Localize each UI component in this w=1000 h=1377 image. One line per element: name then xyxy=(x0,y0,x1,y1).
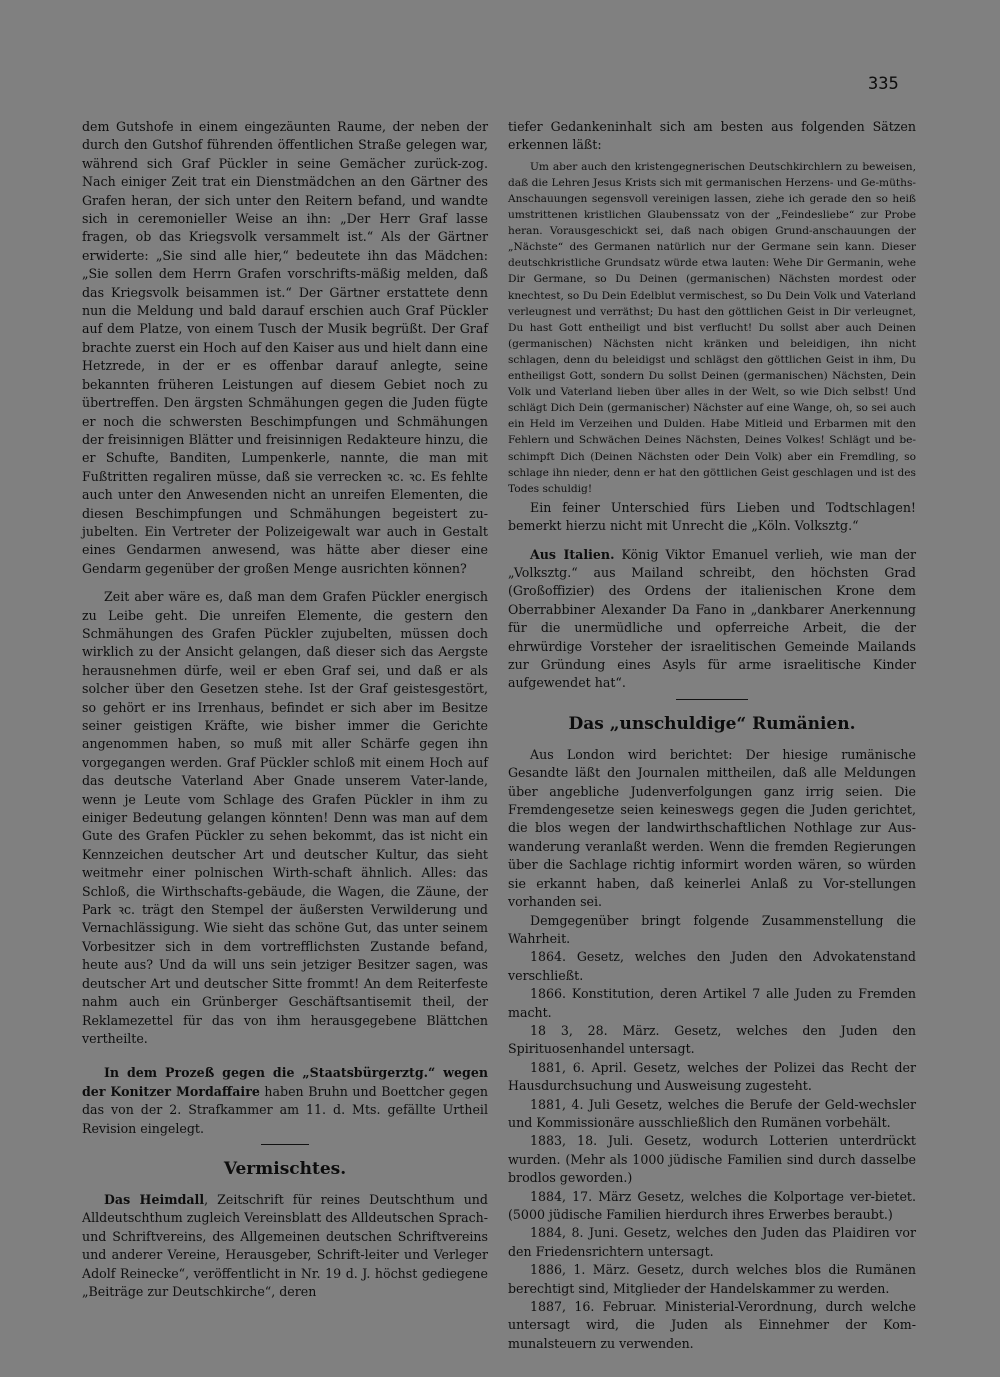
news-item-text: König Viktor Emanuel verlieh, wie man der „Volksztg.“ aus Mailand schreibt, den höchsten Grad (Großoffizier) des Ordens der italienischen Krone dem Oberrabbiner Alexander Da Fano in „dankbarer Anerkennung für die unermüdliche und opferreiche Arbeit, die der ehrwürdige Vorsteher der israelitischen Gemeinde Mailands zur Gründung eines Asyls für arme israelitische Kinder aufgewendet hat“. xyxy=(508,546,916,691)
list-item: 18 3, 28. März. Gesetz, welches den Juden den Spirituosenhandel untersagt. xyxy=(508,1022,916,1057)
list-item: 1881, 6. April. Gesetz, welches der Polizei das Recht der Hausdurchsuchung und Ausweisung zugesteht. xyxy=(508,1059,916,1094)
news-item-konitz xyxy=(82,1064,488,1138)
left-column xyxy=(82,118,488,1301)
list-item: 1866. Konstitution, deren Artikel 7 alle Juden zu Fremden macht. xyxy=(508,986,916,1020)
article-paragraph: Zeit aber wäre es, daß man dem Grafen Pückler energisch zu Leibe geht. Die unreifen Elemente, die gestern den Schmähungen des Grafen Pückler zujubelten, müssen doch wirklich zu der Ansicht gelangen, daß dieser sich das Aergste herausnehmen dürfe, weil er eben Graf sei, und daß er als solcher über den Gesetzen stehe. Ist der Graf geistesgestört, so gehört er ins Irrenhaus, befindet er sich aber im Besitze seiner geistigen Kräfte, wie bisher immer die Gerichte angenommen haben, so muß mit aller Schärfe gegen ihn vorgegangen werden. Graf Pückler schloß mit einem Hoch auf das deutsche Vaterland Aber Gnade unserem Vater-lande, wenn je Leute vom Schlage des Grafen Pückler in ihm zu einiger Bedeutung gelangen könnten! Denn was man auf dem Gute des Grafen Pückler zu sehen bekommt, das ist nicht ein Kennzeichen deutscher Art und deutscher Kultur, das sieht weitmehr einer polnischen Wirth-schaft ähnlich. Alles: das Schloß, die Wirthschafts-gebäude, die Wagen, die Zäune, der Park ꝛc. trägt den Stempel der äußersten Verwilderung und Vernachlässigung. Wie sieht das schöne Gut, das unter seinem Vorbesitzer sich in dem vortrefflichsten Zustande befand, heute aus? Und da will uns sein jetziger Besitzer sagen, was deutscher Art und deutscher Sitte frommt! An dem Reiterfeste nahm auch ein Grünberger Geschäftsantisemit theil, der Reklamezettel für das von ihm herausgegebene Blättchen vertheilte. xyxy=(82,589,488,1046)
list-item: 1864. Gesetz, welches den Juden den Advokatenstand verschließt. xyxy=(508,949,916,983)
list-item: 1886, 1. März. Gesetz, durch welches blos die Rumänen berechtigt sind, Mitglieder der Handelskammer zu werden. xyxy=(508,1262,916,1296)
list-item: 1884, 17. März Gesetz, welches die Kolportage ver-bietet. (5000 jüdische Familien hierdurch ihres Erwerbes beraubt.) xyxy=(508,1188,916,1222)
news-item-text: haben Bruhn und Boettcher gegen das von der 2. Strafkammer am 11. d. Mts. gefällte Urtheil Revision eingelegt. xyxy=(82,1083,488,1136)
news-item-text: , Zeitschrift für reines Deutschthum und Alldeutschthum zugleich Vereinsblatt des Alldeutschen Sprach- und Schriftvereins, des Allgemeinen deutschen Schriftvereins und anderer Vereine, Herausgeber, Schrift-leiter und Verleger Adolf Reinecke“, veröffentlicht in Nr. 19 d. J. höchst gediegene „Beiträge zur Deutschkirche“, deren xyxy=(82,1191,489,1299)
right-column xyxy=(508,118,916,1353)
divider xyxy=(261,1144,309,1145)
news-item-lead: Das Heimdall xyxy=(104,1191,205,1207)
article-paragraph: Demgegenüber bringt folgende Zusammenstellung die Wahrheit. xyxy=(508,912,916,946)
article-paragraph: tiefer Gedankeninhalt sich am besten aus folgenden Sätzen erkennen läßt: xyxy=(508,119,916,153)
list-item: 1883, 18. Juli. Gesetz, wodurch Lotterien unterdrückt wurden. (Mehr als 1000 jüdische Familien sind durch dasselbe brodlos geworden.) xyxy=(508,1133,916,1186)
list-item: 1887, 16. Februar. Ministerial-Verordnung, durch welche untersagt wird, die Juden als Einnehmer der Kom-munalsteuern zu verwenden. xyxy=(508,1299,916,1351)
block-quote: Um aber auch den kristengegnerischen Deutschkirchlern zu beweisen, daß die Lehren Jesus Krists sich mit germanischen Herzens- und Ge-müths-Anschauungen segensvoll vereinigen lassen, ziehe ich gerade den so heiß umstrittenen kristlichen Glaubenssatz von der „Feindesliebe“ zur Probe heran. Vorausgeschickt sei, daß nach obigen Grund-anschauungen der „Nächste“ des Germanen natürlich nur der Germane sein kann. Dieser deutschkristliche Grundsatz würde etwa lauten: Wehe Dir Germanin, wehe Dir Germane, so Du Deinen (germanischen) Nächsten mordest oder knechtest, so Du Dein Edelblut vermischest, so Du Dein Volk und Vaterland verleugnest und verräthst; Du hast den göttlichen Geist in Dir verleugnet, Du hast Gott entheiligt und bist verflucht! Du sollst aber auch Deinen (germanischen) Nächsten nicht kränken und beleidigen, ihn nicht schlagen, denn du beleidigst und schlägst den göttlichen Geist in ihm, Du entheiligst Gott, sondern Du sollst Deinen (germanischen) Nächsten, Dein Volk und Vaterland lieben über alles in der Welt, so wie Dich selbst! Und schlägt Dich Dein (germanischer) Nächster auf eine Wange, oh, so sei auch ein Held im Verzeihen und Dulden. Habe Mitleid und Erbarmen mit den Fehlern und Schwächen Deines Nächsten, Deines Volkes! Schlägt und be-schimpft Dich (Deinen Nächsten oder Dein Volk) aber ein Fremdling, so schlage ihn nieder, denn er hat den göttlichen Geist geschlagen und ist des Todes schuldig! xyxy=(508,160,916,495)
news-item-lead: Aus Italien. xyxy=(530,546,615,562)
news-item-lead: In dem Prozeß gegen die „Staatsbürgerztg.“ wegen der Konitzer Mordaffaire xyxy=(82,1065,488,1099)
section-heading: Vermischtes. xyxy=(223,1158,347,1179)
list-item: 1884, 8. Juni. Gesetz, welches den Juden das Plaidiren vor den Friedensrichtern untersagt. xyxy=(508,1225,916,1259)
news-item-heimdall xyxy=(82,1191,488,1301)
article-paragraph: dem Gutshofe in einem eingezäunten Raume, der neben der durch den Gutshof führenden öffentlichen Straße gelegen war, während sich Graf Pückler in seine Gemächer zurück-zog. Nach einiger Zeit trat ein Dienstmädchen an den Gärtner des Grafen heran, der sich unter den Reitern befand, und wandte sich in ceremonieller Weise an ihn: „Der Herr Graf lasse fragen, ob das Kriegsvolk versammelt ist.“ Als der Gärtner erwiderte: „Sie sind alle hier,“ bedeutete ihn das Mädchen: „Sie sollen dem Herrn Grafen vorschrifts-mäßig melden, daß das Kriegsvolk beisammen ist.“ Der Gärtner erstattete denn nun die Meldung und bald darauf erschien auch Graf Pückler auf dem Platze, von einem Tusch der Musik begrüßt. Der Graf brachte zuerst ein Hoch auf den Kaiser aus und hielt dann eine Hetzrede, in der er es offenbar darauf anlegte, seine bekannten früheren Leistungen auf diesem Gebiet noch zu übertreffen. Den ärgsten Schmähungen gegen die Juden fügte er noch die schwersten Beschimpfungen und Schmähungen der freisinnigen Blätter und freisinnigen Redakteure hinzu, die er Schufte, Banditen, Lumpenkerle, nannte, die man mit Fußtritten regaliren müsse, daß sie verrecken ꝛc. ꝛc. Es fehlte auch unter den Anwesenden nicht an unreifen Elementen, die diesen Beschimpfungen und Schmähungen begeistert zu-jubelten. Ein Vertreter der Polizeigewalt war auch in Gestalt eines Gendarmen anwesend, was hätte aber dieser eine Gendarm gegenüber der großen Menge ausrichten können? xyxy=(82,119,488,576)
divider xyxy=(676,699,748,700)
section-heading: Das „unschuldige“ Rumänien. xyxy=(568,713,856,734)
article-paragraph: Ein feiner Unterschied fürs Lieben und Todtschlagen! bemerkt hierzu nicht mit Unrecht die „Köln. Volksztg.“ xyxy=(508,499,916,534)
article-paragraph: Aus London wird berichtet: Der hiesige rumänische Gesandte läßt den Journalen mittheilen, daß alle Meldungen über angebliche Judenverfolgungen ganz irrig seien. Die Fremdengesetze seien keineswegs gegen die Juden gerichtet, die blos wegen der landwirthschaftlichen Nothlage zur Aus-wanderung veranlaßt werden. Wenn die fremden Regierungen über die Sachlage richtig informirt worden wären, so würden sie erkannt haben, daß keinerlei Anlaß zu Vor-stellungen vorhanden sei. xyxy=(508,746,916,910)
list-item: 1881, 4. Juli Gesetz, welches die Berufe der Geld-wechsler und Kommissionäre ausschließlich den Rumänen vorbehält. xyxy=(508,1096,916,1130)
news-item-italy xyxy=(508,546,916,693)
page-number: 335 xyxy=(868,74,899,94)
